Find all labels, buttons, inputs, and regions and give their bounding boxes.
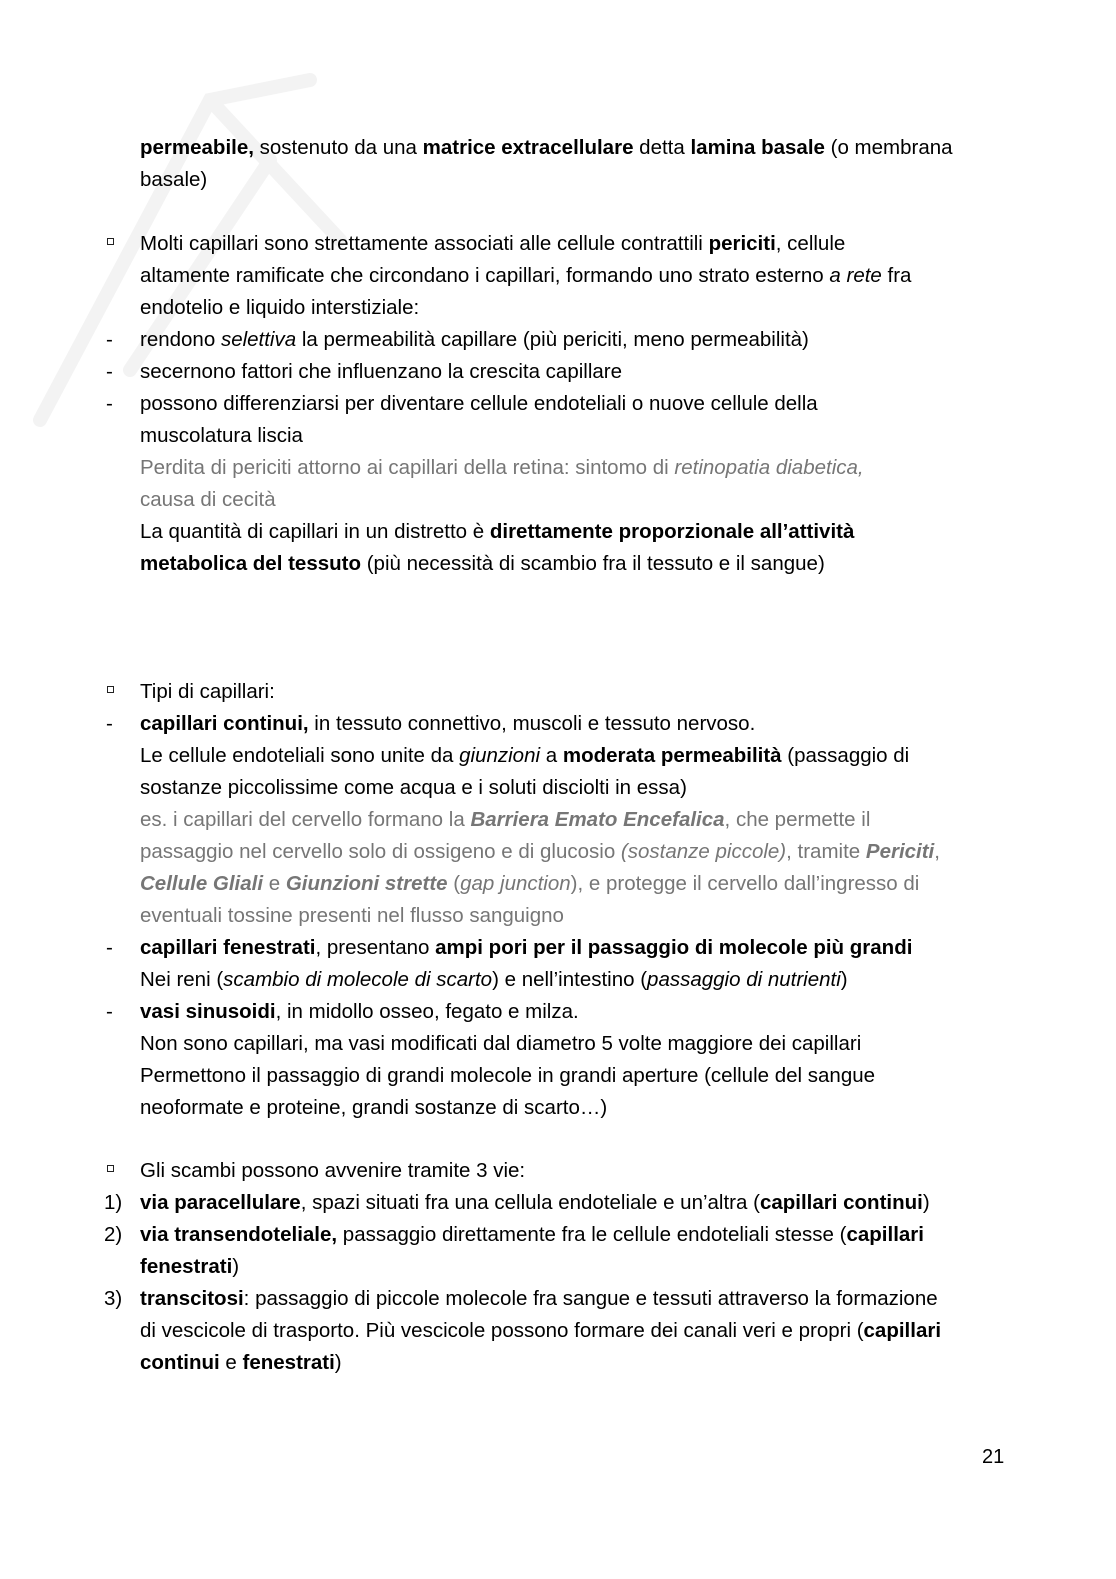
tipi-example-1: es. i capillari del cervello formano la Barriera Emato Encefalica, che permette il [140, 808, 871, 831]
square-bullet-icon [107, 686, 114, 693]
tipi-sinusoidi-3: Permettono il passaggio di grandi molecole in grandi aperture (cellule del sangue [140, 1064, 876, 1087]
intro-line-1: permeabile, sostenuto da una matrice extracellulare detta lamina basale (o membrana [140, 136, 953, 159]
tipi-example-4: eventuali tossine presenti nel flusso sanguigno [140, 904, 564, 927]
periciti-dash-3b: muscolatura liscia [140, 424, 303, 447]
intro-line-2: basale) [140, 168, 208, 191]
tipi-continui-3: sostanze piccolissime come acqua e i soluti disciolti in essa) [140, 776, 687, 799]
periciti-note-1: Perdita di periciti attorno ai capillari della retina: sintomo di retinopatia diabetica, [140, 456, 864, 479]
tipi-sinusoidi-4: neoformate e proteine, grandi sostanze di scarto…) [140, 1096, 608, 1119]
periciti-dash-3a: possono differenziarsi per diventare cellule endoteliali o nuove cellule della [140, 392, 818, 415]
scambi-via-3b: di vescicole di trasporto. Più vescicole possono formare dei canali veri e propri (capillari [140, 1319, 942, 1342]
periciti-line-1: Molti capillari sono strettamente associati alle cellule contrattili periciti, cellule [140, 232, 846, 255]
dash-bullet: - [106, 360, 113, 383]
dash-bullet: - [106, 936, 113, 959]
scambi-heading: Gli scambi possono avvenire tramite 3 vie: [140, 1159, 526, 1182]
square-bullet-icon [107, 1165, 114, 1172]
scambi-via-2b: fenestrati) [140, 1255, 240, 1278]
dash-bullet: - [106, 392, 113, 415]
periciti-line-2: altamente ramificate che circondano i capillari, formando uno strato esterno a rete fra [140, 264, 912, 287]
scambi-via-1: via paracellulare, spazi situati fra una cellula endoteliale e un’altra (capillari continui) [140, 1191, 930, 1214]
tipi-continui-1: capillari continui, in tessuto connettivo, muscoli e tessuto nervoso. [140, 712, 756, 735]
list-number: 2) [104, 1223, 123, 1246]
periciti-para-2: metabolica del tessuto (più necessità di scambio fra il tessuto e il sangue) [140, 552, 825, 575]
tipi-sinusoidi-2: Non sono capillari, ma vasi modificati dal diametro 5 volte maggiore dei capillari [140, 1032, 862, 1055]
scambi-via-2a: via transendoteliale, passaggio direttamente fra le cellule endoteliali stesse (capillari [140, 1223, 924, 1246]
page-number: 21 [982, 1446, 1005, 1468]
periciti-para-1: La quantità di capillari in un distretto è direttamente proporzionale all’attività [140, 520, 855, 543]
tipi-fenestrati-2: Nei reni (scambio di molecole di scarto) e nell’intestino (passaggio di nutrienti) [140, 968, 848, 991]
tipi-heading: Tipi di capillari: [140, 680, 275, 703]
list-number: 1) [104, 1191, 123, 1214]
tipi-example-3: Cellule Gliali e Giunzioni strette (gap junction), e protegge il cervello dall’ingresso di [140, 872, 920, 895]
scambi-via-3a: transcitosi: passaggio di piccole molecole fra sangue e tessuti attraverso la formazione [140, 1287, 938, 1310]
tipi-fenestrati-1: capillari fenestrati, presentano ampi pori per il passaggio di molecole più grandi [140, 936, 913, 959]
dash-bullet: - [106, 1000, 113, 1023]
tipi-continui-2: Le cellule endoteliali sono unite da giunzioni a moderata permeabilità (passaggio di [140, 744, 910, 767]
periciti-note-2: causa di cecità [140, 488, 276, 511]
periciti-dash-1: rendono selettiva la permeabilità capillare (più periciti, meno permeabilità) [140, 328, 809, 351]
list-number: 3) [104, 1287, 123, 1310]
periciti-dash-2: secernono fattori che influenzano la crescita capillare [140, 360, 623, 383]
dash-bullet: - [106, 328, 113, 351]
tipi-example-2: passaggio nel cervello solo di ossigeno e di glucosio (sostanze piccole), tramite Periciti, [140, 840, 940, 863]
periciti-line-3: endotelio e liquido interstiziale: [140, 296, 420, 319]
square-bullet-icon [107, 238, 114, 245]
dash-bullet: - [106, 712, 113, 735]
tipi-sinusoidi-1: vasi sinusoidi, in midollo osseo, fegato e milza. [140, 1000, 579, 1023]
scambi-via-3c: continui e fenestrati) [140, 1351, 342, 1374]
